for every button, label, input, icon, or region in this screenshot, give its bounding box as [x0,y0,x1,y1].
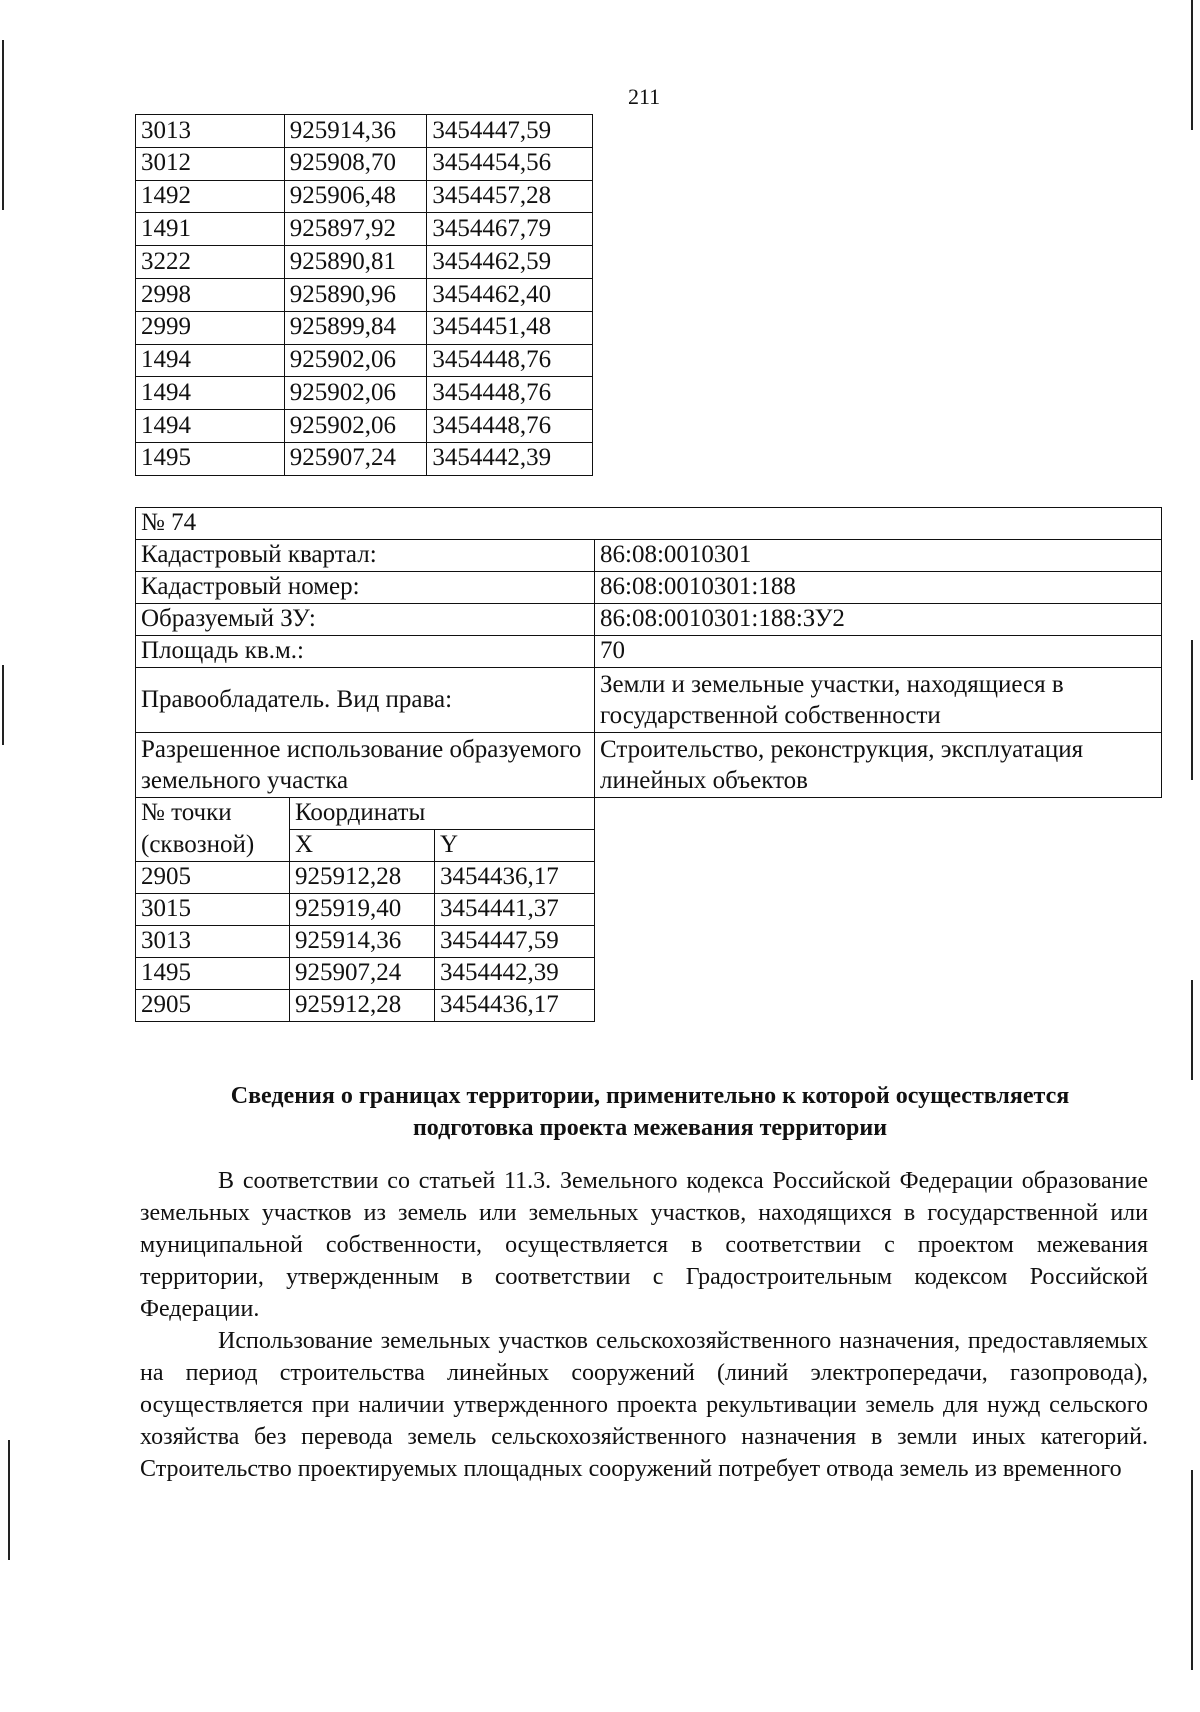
x-coordinate-cell: 925919,40 [290,894,435,926]
cadastral-quarter-label: Кадастровый квартал: [136,540,595,572]
y-coordinate-cell: 3454462,59 [427,246,593,279]
cadastral-number-value: 86:08:0010301:188 [595,572,1162,604]
cadastral-quarter-value: 86:08:0010301 [595,540,1162,572]
point-number-cell: 2905 [136,990,290,1022]
x-coordinate-cell: 925899,84 [284,311,427,344]
paragraph: Использование земельных участков сельскохозяйственного назначения, предоставляемых на период строительства линейных сооружений (линий электропередачи, газопровода), осуществляется при наличии утвержденного проекта рекультивации земель для нужд сельского хозяйства без перевода земель сельскохозяйственного назначения в земли иных категорий. Строительство проектируемых площадных сооружений потребует отвода земель из временного [140,1328,1148,1482]
point-number-cell: 3013 [136,115,285,148]
coordinates-continuation-table [135,114,593,476]
plot-74-table [135,507,1162,1022]
coordinate-row [136,180,593,213]
point-number-subheader: (сквозной) [136,830,290,862]
scan-edge-mark [1191,640,1193,780]
coordinate-row [136,147,593,180]
formed-plot-label: Образуемый ЗУ: [136,604,595,636]
x-coordinate-cell: 925890,81 [284,246,427,279]
x-header: X [290,830,435,862]
plot-number-row [136,508,1162,540]
y-coordinate-cell: 3454436,17 [435,990,595,1022]
coordinate-row [136,246,593,279]
point-number-cell: 3222 [136,246,285,279]
scan-edge-mark [1191,0,1193,130]
point-number-cell: 2905 [136,862,290,894]
permitted-use-row [136,733,1162,798]
coordinate-row [136,377,593,410]
point-number-cell: 3012 [136,147,285,180]
x-coordinate-cell: 925912,28 [290,990,435,1022]
coordinate-row [136,213,593,246]
scan-edge-mark [2,665,4,745]
x-coordinate-cell: 925902,06 [284,377,427,410]
y-coordinate-cell: 3454447,59 [427,115,593,148]
y-header: Y [435,830,595,862]
y-coordinate-cell: 3454457,28 [427,180,593,213]
x-coordinate-cell: 925907,24 [290,958,435,990]
point-number-cell: 1494 [136,377,285,410]
coordinates-header: Координаты [290,798,595,830]
x-coordinate-cell: 925907,24 [284,442,427,475]
y-coordinate-cell: 3454441,37 [435,894,595,926]
coordinate-row [136,410,593,443]
blank-area [595,798,1162,1022]
permitted-use-value: Строительство, реконструкция, эксплуатация линейных объектов [595,733,1162,798]
point-number-cell: 2999 [136,311,285,344]
coordinate-row [136,442,593,475]
point-number-cell: 2998 [136,278,285,311]
right-holder-label: Правообладатель. Вид права: [136,668,595,733]
y-coordinate-cell: 3454436,17 [435,862,595,894]
point-number-cell: 1495 [136,958,290,990]
y-coordinate-cell: 3454447,59 [435,926,595,958]
section-title [140,1080,1160,1144]
y-coordinate-cell: 3454442,39 [427,442,593,475]
point-number-cell: 3013 [136,926,290,958]
x-coordinate-cell: 925897,92 [284,213,427,246]
y-coordinate-cell: 3454462,40 [427,278,593,311]
area-value: 70 [595,636,1162,668]
scan-edge-mark [1191,1470,1193,1670]
scan-edge-mark [1191,980,1193,1080]
point-number-cell: 1494 [136,410,285,443]
y-coordinate-cell: 3454454,56 [427,147,593,180]
formed-plot-value: 86:08:0010301:188:ЗУ2 [595,604,1162,636]
y-coordinate-cell: 3454467,79 [427,213,593,246]
point-number-cell: 3015 [136,894,290,926]
page-number: 211 [628,84,661,109]
x-coordinate-cell: 925908,70 [284,147,427,180]
coords-header-row [136,798,1162,830]
permitted-use-label: Разрешенное использование образуемого земельного участка [136,733,595,798]
area-label: Площадь кв.м.: [136,636,595,668]
coordinate-row [136,115,593,148]
x-coordinate-cell: 925914,36 [284,115,427,148]
right-holder-row [136,668,1162,733]
x-coordinate-cell: 925914,36 [290,926,435,958]
scan-edge-mark [2,40,4,210]
y-coordinate-cell: 3454448,76 [427,377,593,410]
x-coordinate-cell: 925906,48 [284,180,427,213]
x-coordinate-cell: 925912,28 [290,862,435,894]
x-coordinate-cell: 925890,96 [284,278,427,311]
cadastral-number-label: Кадастровый номер: [136,572,595,604]
y-coordinate-cell: 3454451,48 [427,311,593,344]
paragraph: В соответствии со статьей 11.3. Земельного кодекса Российской Федерации образование земельных участков из земель или земельных участков, находящихся в государственной или муниципальной собственности, осуществляется в соответствии с проектом межевания территории, утвержденным в соответствии с Градостроительным кодексом Российской Федерации. [140,1168,1148,1322]
y-coordinate-cell: 3454448,76 [427,344,593,377]
formed-plot-row [136,604,1162,636]
point-number-cell: 1494 [136,344,285,377]
body-text [140,1165,1148,1485]
cadastral-number-row [136,572,1162,604]
y-coordinate-cell: 3454442,39 [435,958,595,990]
point-number-cell: 1491 [136,213,285,246]
area-row [136,636,1162,668]
section-title-line: Сведения о границах территории, применительно к которой осуществляется [230,1083,1070,1109]
right-holder-value: Земли и земельные участки, находящиеся в государственной собственности [595,668,1162,733]
section-title-line: подготовка проекта межевания территории [412,1115,888,1141]
x-coordinate-cell: 925902,06 [284,410,427,443]
coordinate-row [136,344,593,377]
x-coordinate-cell: 925902,06 [284,344,427,377]
point-number-cell: 1495 [136,442,285,475]
scan-edge-mark [8,1440,10,1560]
coordinate-row [136,278,593,311]
plot-number: № 74 [136,508,1162,540]
y-coordinate-cell: 3454448,76 [427,410,593,443]
cadastral-quarter-row [136,540,1162,572]
coordinate-row [136,311,593,344]
point-number-header: № точки [136,798,290,830]
point-number-cell: 1492 [136,180,285,213]
